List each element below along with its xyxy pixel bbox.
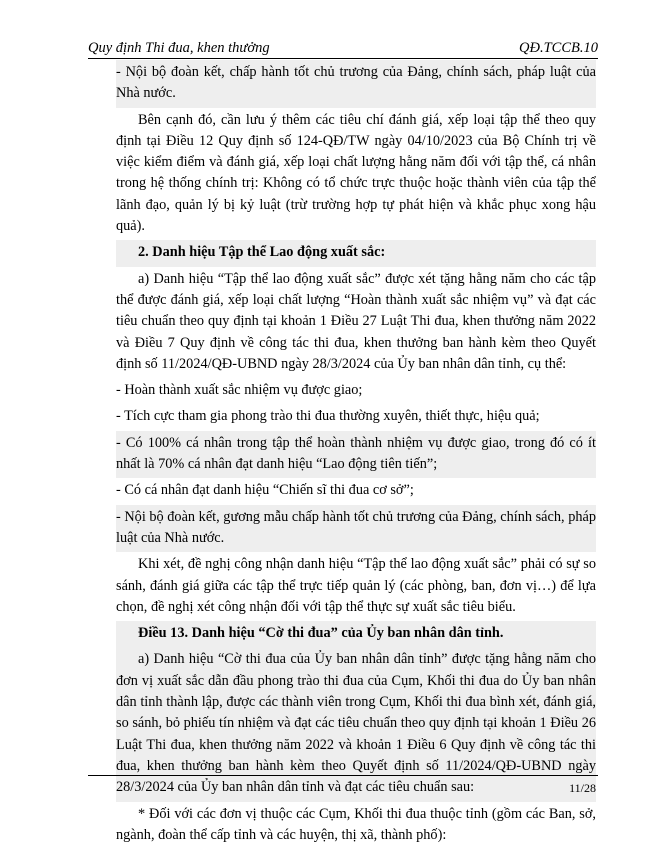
article-heading: Điều 13. Danh hiệu “Cờ thi đua” của Ủy ban nhân dân tỉnh.: [116, 621, 596, 647]
list-item: - Hoàn thành xuất sắc nhiệm vụ được giao;: [116, 378, 596, 404]
page-header: [88, 38, 598, 59]
paragraph: Khi xét, đề nghị công nhận danh hiệu “Tập thể lao động xuất sắc” phải có sự so sánh, đánh giá giữa các tập thể trực tiếp quản lý (các phòng, ban, đơn vị…) để lựa chọn, đề nghị xét công nhận đối với tập thể thực sự xuất sắc tiêu biểu.: [116, 552, 596, 621]
page-number: 11/28: [569, 781, 596, 796]
list-item: - Có cá nhân đạt danh hiệu “Chiến sĩ thi đua cơ sở”;: [116, 478, 596, 504]
list-item: - Nội bộ đoàn kết, gương mẫu chấp hành tốt chủ trương của Đảng, chính sách, pháp luật của Nhà nước.: [116, 505, 596, 553]
document-title: Quy định Thi đua, khen thưởng: [88, 38, 270, 58]
document-code: QĐ.TCCB.10: [519, 38, 598, 58]
paragraph: Bên cạnh đó, cần lưu ý thêm các tiêu chí đánh giá, xếp loại tập thể theo quy định tại Điều 12 Quy định số 124-QĐ/TW ngày 04/10/2023 của Bộ Chính trị về việc kiểm điểm và đánh giá, xếp loại chất lượng hằng năm đối với tập thể, cá nhân trong hệ thống chính trị: Không có tổ chức trực thuộc hoặc thành viên của tập thể lãnh đạo, quản lý bị kỷ luật (trừ trường hợp tự phát hiện và khắc phục xong hậu quả).: [116, 108, 596, 241]
section-heading: 2. Danh hiệu Tập thể Lao động xuất sắc:: [116, 240, 596, 266]
paragraph: a) Danh hiệu “Cờ thi đua của Ủy ban nhân dân tỉnh” được tặng hằng năm cho đơn vị xuất sắc dẫn đầu phong trào thi đua của Cụm, Khối thi đua do Ủy ban nhân dân tỉnh thành lập, được các thành viên trong Cụm, Khối thi đua bình xét, đánh giá, so sánh, bỏ phiếu tín nhiệm và đạt các tiêu chuẩn theo quy định tại khoản 1 Điều 26 Luật Thi đua, khen thưởng năm 2022 và khoản 1 Điều 6 Quy định về công tác thi đua, khen thưởng ban hành kèm theo Quyết định số 11/2024/QĐ-UBND ngày 28/3/2024 của Ủy ban nhân dân tỉnh và đạt các tiêu chuẩn sau:: [116, 647, 596, 801]
paragraph: a) Danh hiệu “Tập thể lao động xuất sắc” được xét tặng hằng năm cho các tập thể được đánh giá, xếp loại chất lượng “Hoàn thành xuất sắc nhiệm vụ” và đạt các tiêu chuẩn theo quy định tại khoản 1 Điều 27 Luật Thi đua, khen thưởng năm 2022 và Điều 7 Quy định về công tác thi đua, khen thưởng ban hành kèm theo Quyết định số 11/2024/QĐ-UBND ngày 28/3/2024 của Ủy ban nhân dân tỉnh, cụ thể:: [116, 267, 596, 378]
list-item: - Tích cực tham gia phong trào thi đua thường xuyên, thiết thực, hiệu quả;: [116, 404, 596, 430]
paragraph: * Đối với các đơn vị thuộc các Cụm, Khối thi đua thuộc tỉnh (gồm các Ban, sở, ngành, đoàn thể cấp tỉnh và các huyện, thị xã, thành phố):: [116, 802, 596, 849]
paragraph: - Nội bộ đoàn kết, chấp hành tốt chủ trương của Đảng, chính sách, pháp luật của Nhà nước.: [116, 60, 596, 108]
footer-divider: [88, 775, 598, 776]
list-item: - Có 100% cá nhân trong tập thể hoàn thành nhiệm vụ được giao, trong đó có ít nhất là 70% cá nhân đạt danh hiệu “Lao động tiên tiến”;: [116, 431, 596, 479]
document-body: [116, 60, 596, 849]
